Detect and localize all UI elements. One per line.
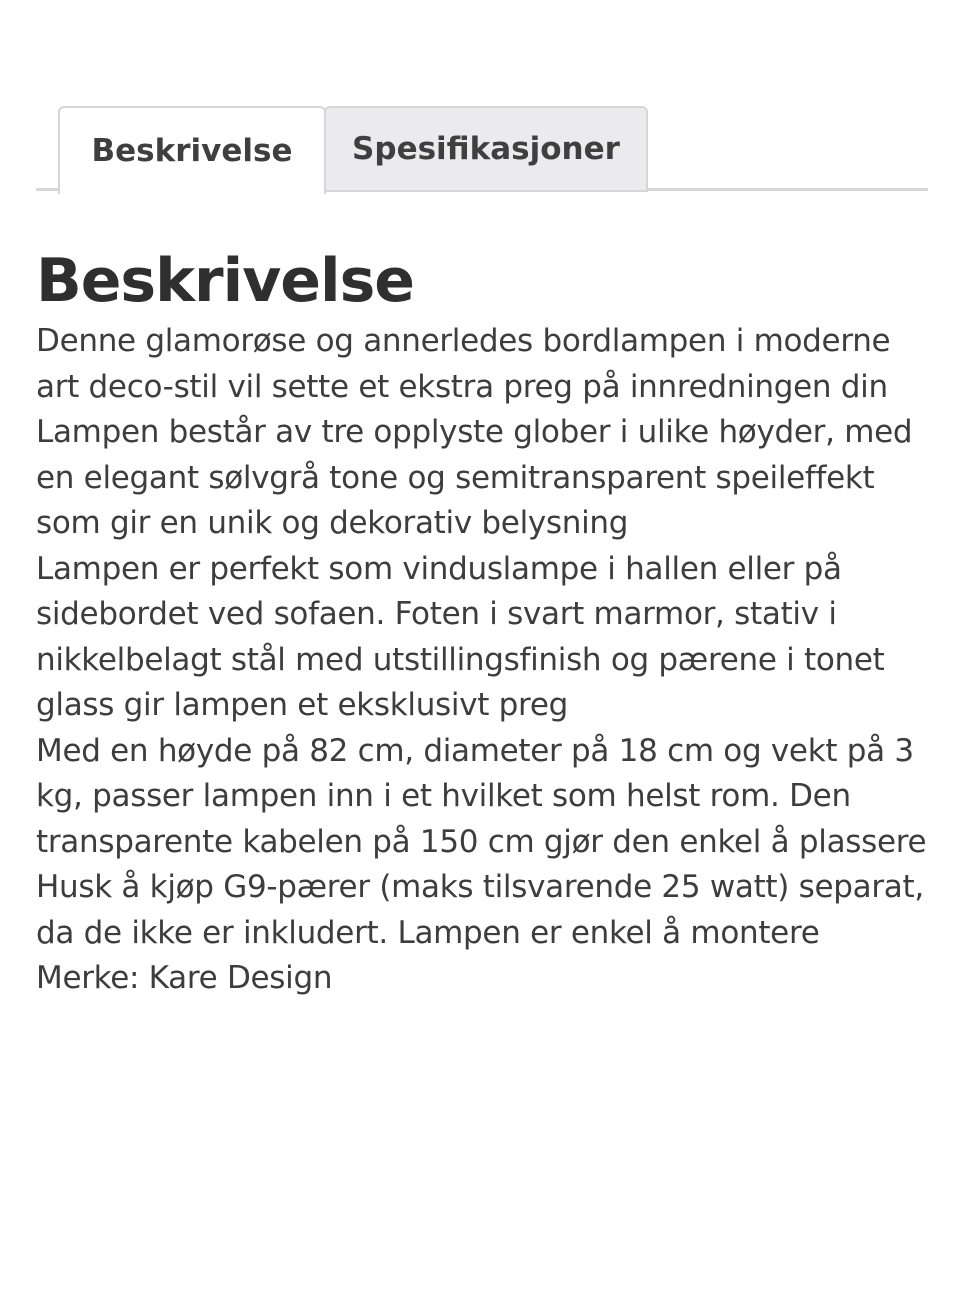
description-paragraph: Med en høyde på 82 cm, diameter på 18 cm og vekt på 3 kg, passer lampen inn i et hvilket som helst rom. Den transparente kabelen på 150 cm gjør den enkel å plassere: [36, 732, 927, 860]
description-paragraph: Denne glamorøse og annerledes bordlampen i moderne art deco-stil vil sette et ekstra preg på innredningen din: [36, 323, 891, 405]
brand-line: Merke: Kare Design: [36, 960, 333, 996]
description-paragraph: Lampen består av tre opplyste glober i ulike høyder, med en elegant sølvgrå tone og semitransparent speileffekt som gir en unik og dekorativ belysning: [36, 414, 913, 541]
tab-spesifikasjoner[interactable]: [324, 106, 648, 192]
section-title: Beskrivelse: [36, 246, 414, 316]
description-paragraph: Husk å kjøp G9-pærer (maks tilsvarende 25 watt) separat, da de ikke er inkludert. Lampen er enkel å montere: [36, 869, 924, 951]
description-text: [36, 319, 936, 1002]
description-paragraph: Lampen er perfekt som vinduslampe i hallen eller på sidebordet ved sofaen. Foten i svart marmor, stativ i nikkelbelagt stål med utstillingsfinish og pærene i tonet glass gir lampen et eksklusivt preg: [36, 550, 885, 723]
tab-beskrivelse-label: Beskrivelse: [91, 133, 293, 169]
description-panel: [36, 243, 936, 1002]
tab-beskrivelse[interactable]: [58, 106, 326, 194]
tab-spesifikasjoner-label: Spesifikasjoner: [352, 131, 620, 167]
